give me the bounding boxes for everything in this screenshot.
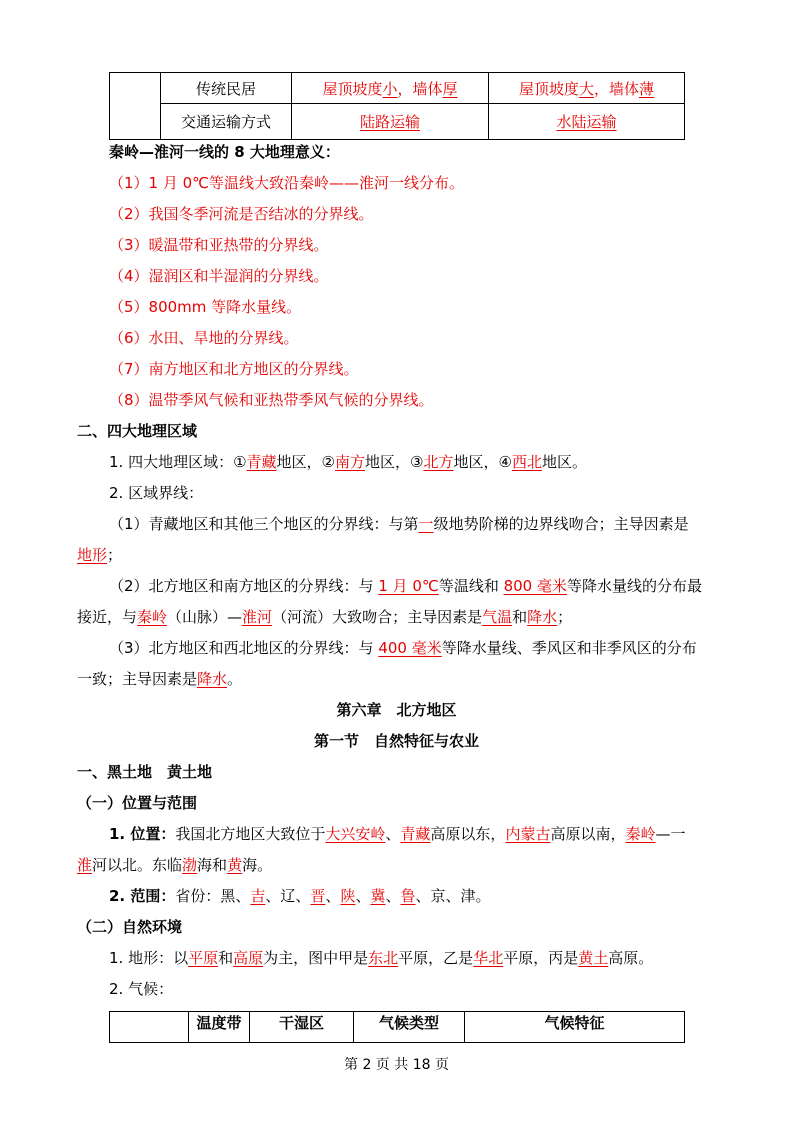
range-paragraph (109, 886, 491, 906)
text-segment: （2）北方地区和南方地区的分界线：与 (109, 577, 379, 595)
climate-table-header: 气候类型 (354, 1012, 465, 1043)
table-cell-south (489, 73, 685, 104)
text-segment: 陆路运输 (359, 113, 420, 131)
text-segment: 海和 (197, 856, 228, 874)
text-segment: 地区，④ (453, 453, 512, 471)
qinling-heading: 秦岭—淮河一线的 8 大地理意义： (109, 143, 340, 161)
answer-text: 青藏 (246, 453, 277, 471)
table-cell-north (292, 73, 489, 104)
text-segment: 接近，与 (77, 608, 138, 626)
answer-text: 华北 (473, 949, 504, 967)
regions-line: 2. 区域界线： (109, 484, 204, 502)
text-segment: 、 (385, 825, 401, 843)
page-footer: 第 2 页 共 18 页 (344, 1057, 449, 1073)
regions-line (109, 452, 587, 472)
text-segment: （山脉）— (167, 608, 243, 626)
text-segment: 平原，乙是 (398, 949, 474, 967)
text-segment: 等降水量线的分布最 (567, 577, 703, 595)
north-heading: 一、黑土地 黄土地 (77, 763, 213, 781)
answer-text: 渤 (182, 856, 198, 874)
text-segment: 级地势阶梯的边界线吻合；主导因素是 (433, 515, 689, 533)
table-cell-north (292, 104, 489, 140)
text-segment: 地区。 (541, 453, 587, 471)
position-paragraph (77, 855, 272, 875)
text-segment: 我国北方地区大致位于 (175, 825, 326, 843)
qinling-item: （3）暖温带和亚热带的分界线。 (109, 236, 329, 254)
text-segment: 、京、津。 (415, 887, 491, 905)
text-segment: 、 (385, 887, 401, 905)
text-segment: 河以北。东临 (92, 856, 183, 874)
climate-table-header: 气候特征 (465, 1012, 685, 1043)
text-segment: （3）北方地区和西北地区的分界线：与 (109, 639, 379, 657)
boundary-paragraph (109, 638, 697, 658)
text-segment: 水陆运输 (556, 113, 617, 131)
text-segment: 高原以南， (550, 825, 626, 843)
qinling-item: （5）800mm 等降水量线。 (109, 298, 302, 316)
position-paragraph (109, 824, 686, 844)
regions-heading: 二、四大地理区域 (77, 422, 198, 440)
answer-text: 高原 (233, 949, 264, 967)
answer-text: 吉 (250, 887, 266, 905)
answer-text: 降水 (197, 670, 228, 688)
climate-table-header: 温度带 (189, 1012, 250, 1043)
answer-text: 晋 (310, 887, 326, 905)
answer-text: 淮 (77, 856, 93, 874)
qinling-item: （6）水田、旱地的分界线。 (109, 329, 299, 347)
text-segment: ，墙体 (397, 79, 443, 98)
answer-text: 800 毫米 (503, 577, 567, 595)
text-segment: 、 (325, 887, 341, 905)
answer-text: 气温 (482, 608, 513, 626)
text-segment: 薄 (639, 79, 655, 98)
answer-text: 地形 (77, 546, 108, 564)
text-segment: 、辽、 (265, 887, 311, 905)
text-segment: 高原以东， (430, 825, 506, 843)
text-segment: 一致；主导因素是 (77, 670, 198, 688)
climate-table-header: 干湿区 (250, 1012, 354, 1043)
text-segment: 平原，丙是 (503, 949, 579, 967)
boundary-paragraph (109, 576, 702, 596)
north-subheading: （二）自然环境 (77, 918, 183, 936)
chapter-title: 第六章 北方地区 (336, 701, 457, 719)
text-segment: 厚 (442, 79, 458, 98)
answer-text: 平原 (188, 949, 219, 967)
answer-text: 秦岭 (625, 825, 656, 843)
answer-text: 黄 (227, 856, 243, 874)
text-segment: 大 (578, 79, 594, 98)
answer-text: 400 毫米 (378, 639, 442, 657)
text-segment: （1）青藏地区和其他三个地区的分界线：与第 (109, 515, 419, 533)
text-segment: 海。 (242, 856, 273, 874)
text-segment: 和 (512, 608, 528, 626)
text-segment: ； (107, 546, 123, 564)
text-segment: 和 (218, 949, 234, 967)
qinling-item: （4）湿润区和半湿润的分界线。 (109, 267, 329, 285)
climate-table-header (110, 1012, 189, 1043)
text-segment: ，墙体 (594, 79, 640, 98)
text-segment: 为主，图中甲是 (263, 949, 369, 967)
answer-text: 冀 (370, 887, 386, 905)
answer-text: 北方 (423, 453, 454, 471)
terrain-paragraph (109, 948, 653, 968)
answer-text: 南方 (335, 453, 366, 471)
north-subheading: （一）位置与范围 (77, 794, 198, 812)
answer-text: 陕 (340, 887, 356, 905)
text-segment: —一 (655, 825, 686, 843)
boundary-paragraph (77, 607, 572, 627)
answer-text: 黄土 (578, 949, 609, 967)
answer-text: 大兴安岭 (325, 825, 386, 843)
section-title: 第一节 自然特征与农业 (313, 732, 479, 750)
table-row-label: 传统民居 (161, 73, 292, 104)
qinling-item: （7）南方地区和北方地区的分界线。 (109, 360, 359, 378)
answer-text: 一 (418, 515, 434, 533)
boundary-paragraph (77, 669, 242, 689)
answer-text: 青藏 (400, 825, 431, 843)
climate-table (109, 1011, 685, 1043)
boundary-paragraph (77, 545, 122, 565)
answer-text: 降水 (527, 608, 558, 626)
answer-text: 内蒙古 (505, 825, 551, 843)
table-blank-cell (110, 73, 161, 140)
answer-text: 西北 (511, 453, 542, 471)
qinling-item: （2）我国冬季河流是否结冰的分界线。 (109, 205, 374, 223)
text-segment: 1. 四大地理区域：① (109, 453, 247, 471)
text-segment: 地区，② (276, 453, 335, 471)
text-segment: 省份：黑、 (175, 887, 251, 905)
text-segment: 高原。 (608, 949, 654, 967)
top-table (109, 72, 685, 140)
table-cell-south (489, 104, 685, 140)
text-segment: 等降水量线、季风区和非季风区的分布 (441, 639, 697, 657)
answer-text: 秦岭 (137, 608, 168, 626)
text-segment: （河流）大致吻合；主导因素是 (272, 608, 483, 626)
qinling-item: （1）1 月 0℃等温线大致沿秦岭——淮河一线分布。 (109, 174, 465, 192)
boundary-paragraph (109, 514, 689, 534)
text-segment: 2. 范围： (109, 887, 176, 905)
answer-text: 1 月 0℃ (378, 577, 439, 595)
text-segment: 1. 位置： (109, 825, 176, 843)
climate-paragraph: 2. 气候： (109, 980, 174, 998)
qinling-item: （8）温带季风气候和亚热带季风气候的分界线。 (109, 391, 434, 409)
answer-text: 东北 (368, 949, 399, 967)
text-segment: 地区，③ (365, 453, 424, 471)
text-segment: 等温线和 (438, 577, 504, 595)
text-segment: 。 (227, 670, 243, 688)
text-segment: 屋顶坡度 (322, 79, 383, 98)
answer-text: 淮河 (242, 608, 273, 626)
table-row-label: 交通运输方式 (161, 104, 292, 140)
text-segment: 1. 地形：以 (109, 949, 189, 967)
text-segment: ； (557, 608, 573, 626)
text-segment: 、 (355, 887, 371, 905)
text-segment: 屋顶坡度 (518, 79, 579, 98)
answer-text: 鲁 (400, 887, 416, 905)
text-segment: 小 (382, 79, 398, 98)
